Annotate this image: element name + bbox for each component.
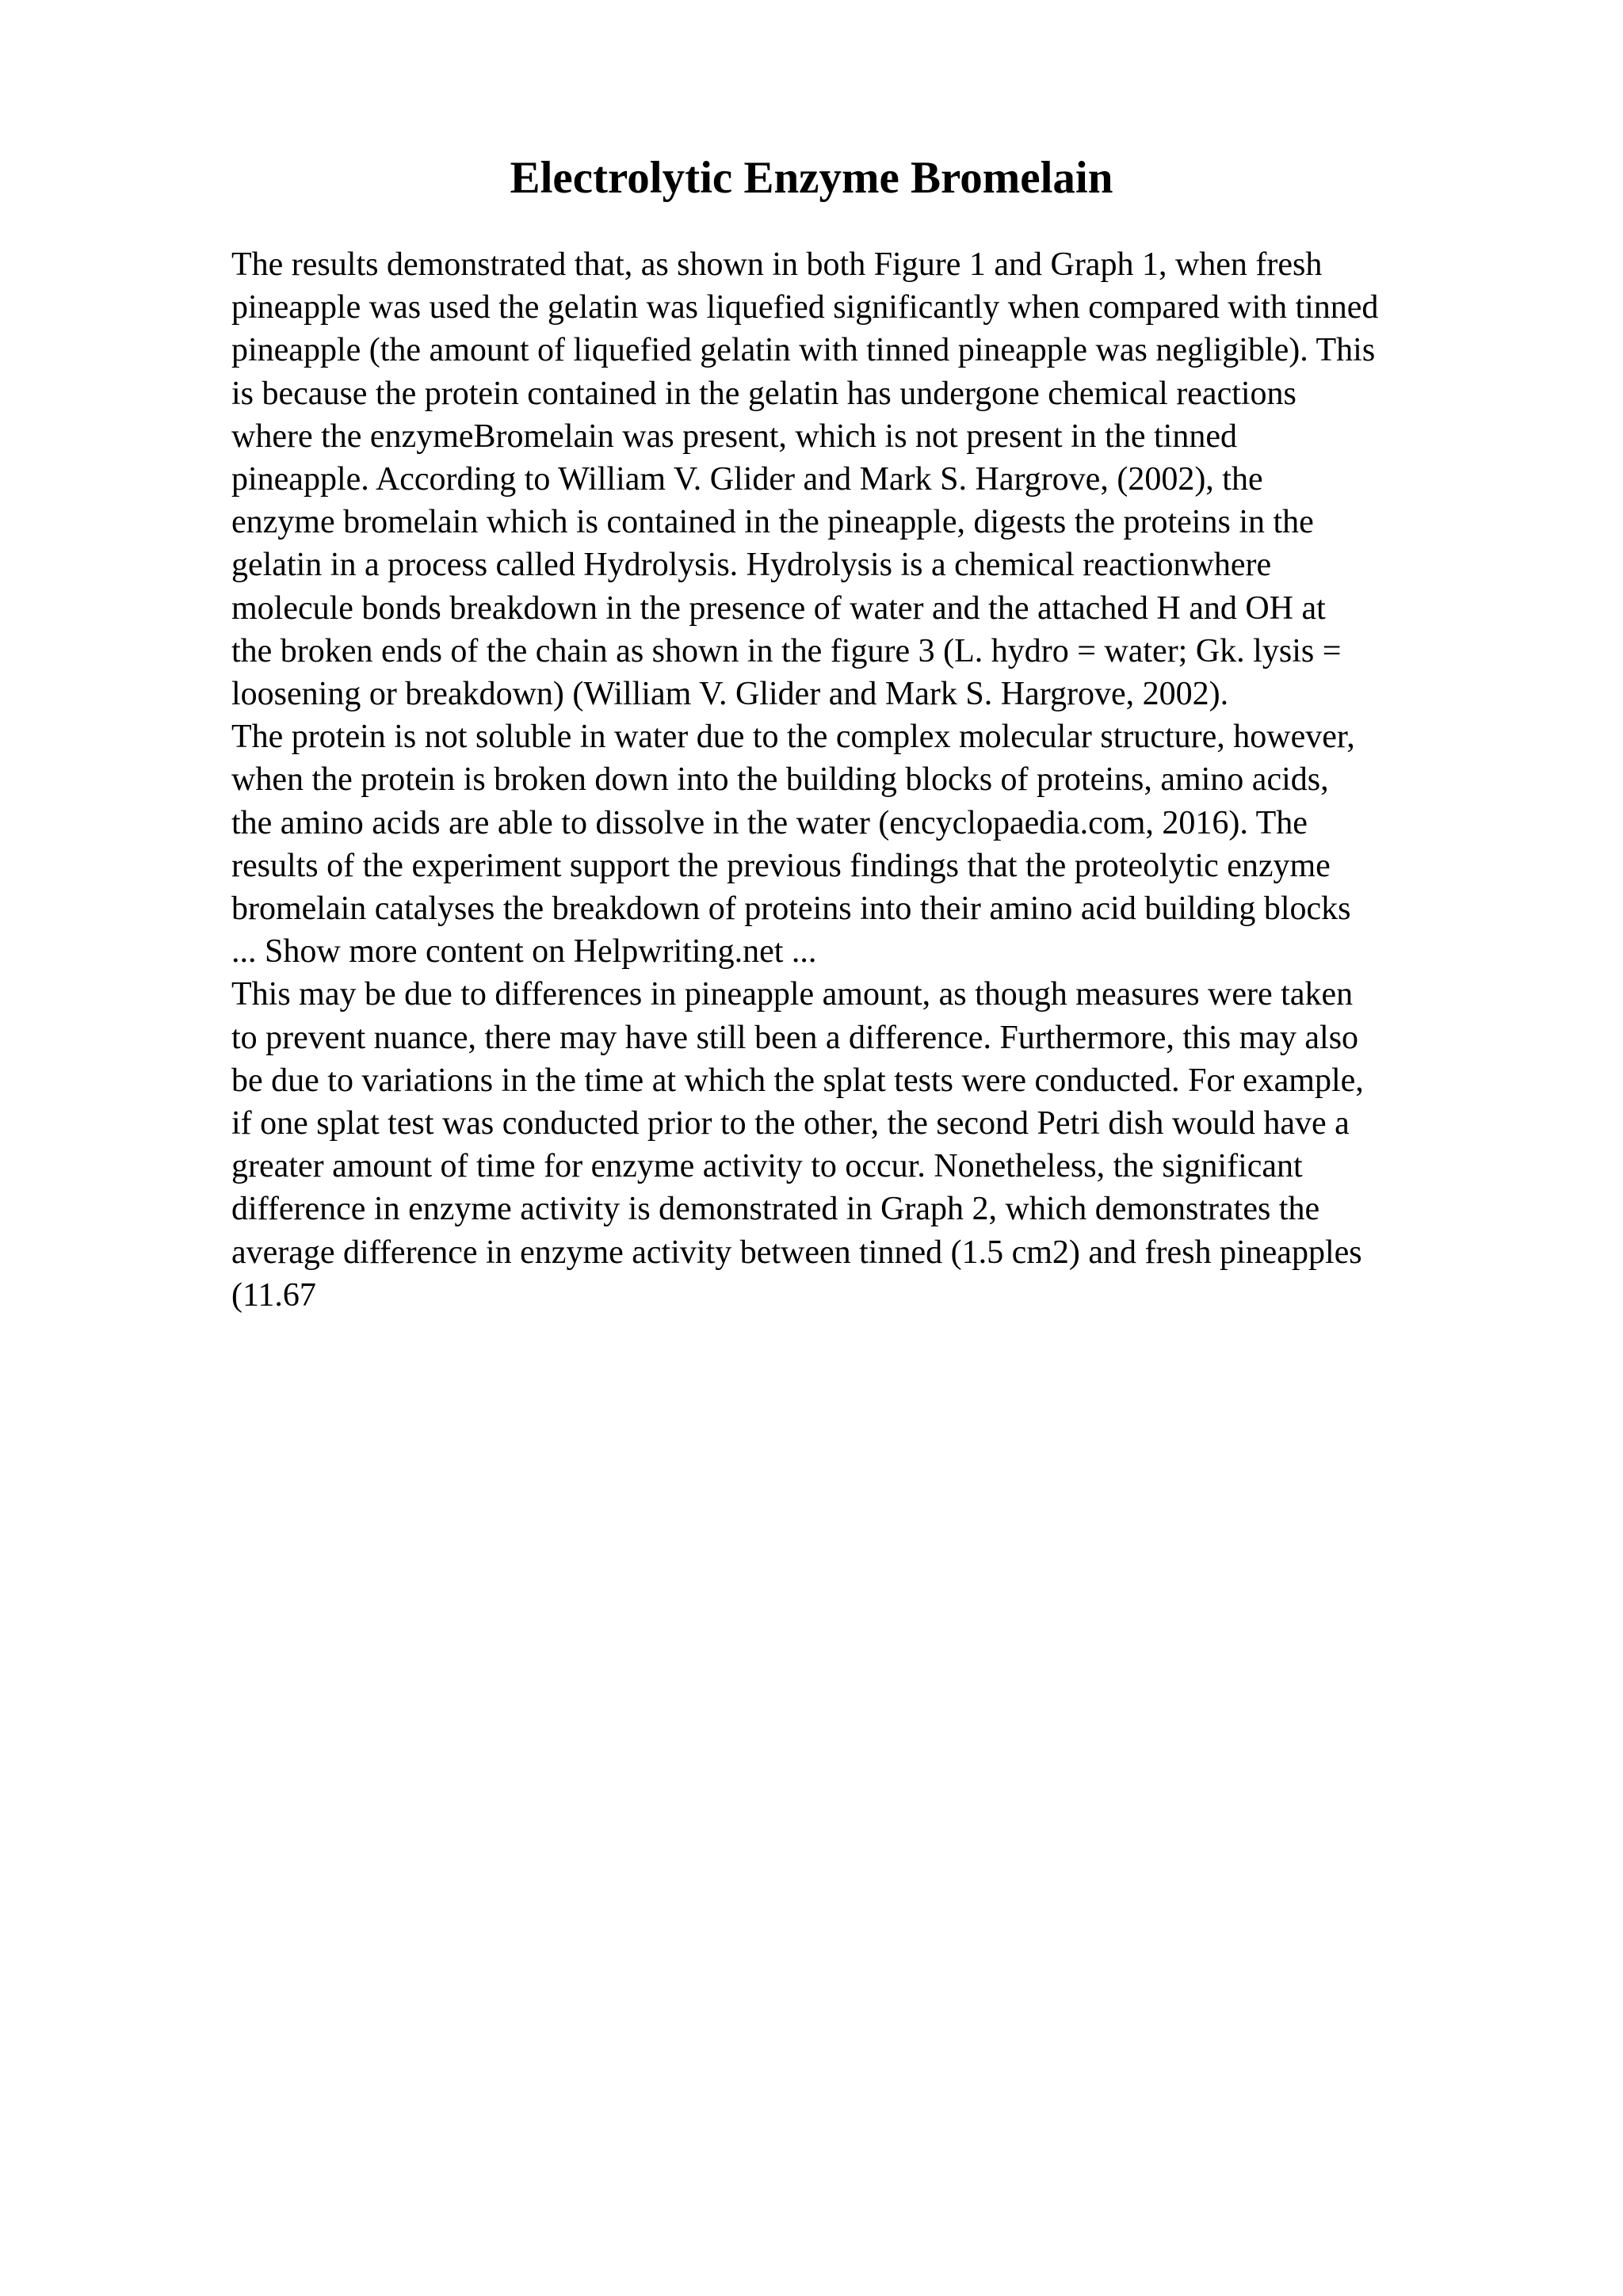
body-line: The protein is not soluble in water due to the complex molecular structure, however, [231,719,1355,756]
body-line: pineapple. According to William V. Glider and Mark S. Hargrove, (2002), the [231,461,1263,498]
body-line: pineapple was used the gelatin was liquefied significantly when compared with tinned [231,289,1379,326]
body-line: the broken ends of the chain as shown in the figure 3 (L. hydro = water; Gk. lysis = [231,632,1342,669]
body-line: difference in enzyme activity is demonstrated in Graph 2, which demonstrates the [231,1191,1320,1228]
document-title: Electrolytic Enzyme Bromelain [510,153,1113,203]
body-line: (11.67 [231,1276,316,1314]
body-line: be due to variations in the time at which the splat tests were conducted. For example, [231,1062,1364,1099]
body-line: bromelain catalyses the breakdown of proteins into their amino acid building blocks [231,891,1351,928]
body-line: is because the protein contained in the gelatin has undergone chemical reactions [231,375,1296,412]
body-line: pineapple (the amount of liquefied gelatin with tinned pineapple was negligible). This [231,332,1376,369]
body-line: The results demonstrated that, as shown in both Figure 1 and Graph 1, when fresh [231,246,1323,283]
body-line: This may be due to differences in pineapple amount, as though measures were taken [231,976,1354,1013]
body-line: where the enzymeBromelain was present, which is not present in the tinned [231,418,1237,455]
body-line: when the protein is broken down into the building blocks of proteins, amino acids, [231,761,1329,799]
document-body [231,243,1515,1317]
body-line: greater amount of time for enzyme activity to occur. Nonetheless, the significant [231,1148,1303,1185]
body-line: molecule bonds breakdown in the presence of water and the attached H and OH at [231,589,1326,627]
body-line: gelatin in a process called Hydrolysis. Hydrolysis is a chemical reactionwhere [231,547,1272,584]
body-line: average difference in enzyme activity between tinned (1.5 cm2) and fresh pineapples [231,1234,1362,1271]
body-line: to prevent nuance, there may have still been a difference. Furthermore, this may also [231,1019,1359,1056]
body-line: if one splat test was conducted prior to the other, the second Petri dish would have a [231,1105,1350,1142]
body-line: the amino acids are able to dissolve in the water (encyclopaedia.com, 2016). The [231,804,1308,841]
body-line: results of the experiment support the previous findings that the proteolytic enzyme [231,847,1331,884]
body-line: enzyme bromelain which is contained in the pineapple, digests the proteins in the [231,504,1314,541]
show-more-content-link[interactable]: ... Show more content on Helpwriting.net ... [231,933,817,971]
body-line: loosening or breakdown) (William V. Glider and Mark S. Hargrove, 2002). [231,676,1229,713]
